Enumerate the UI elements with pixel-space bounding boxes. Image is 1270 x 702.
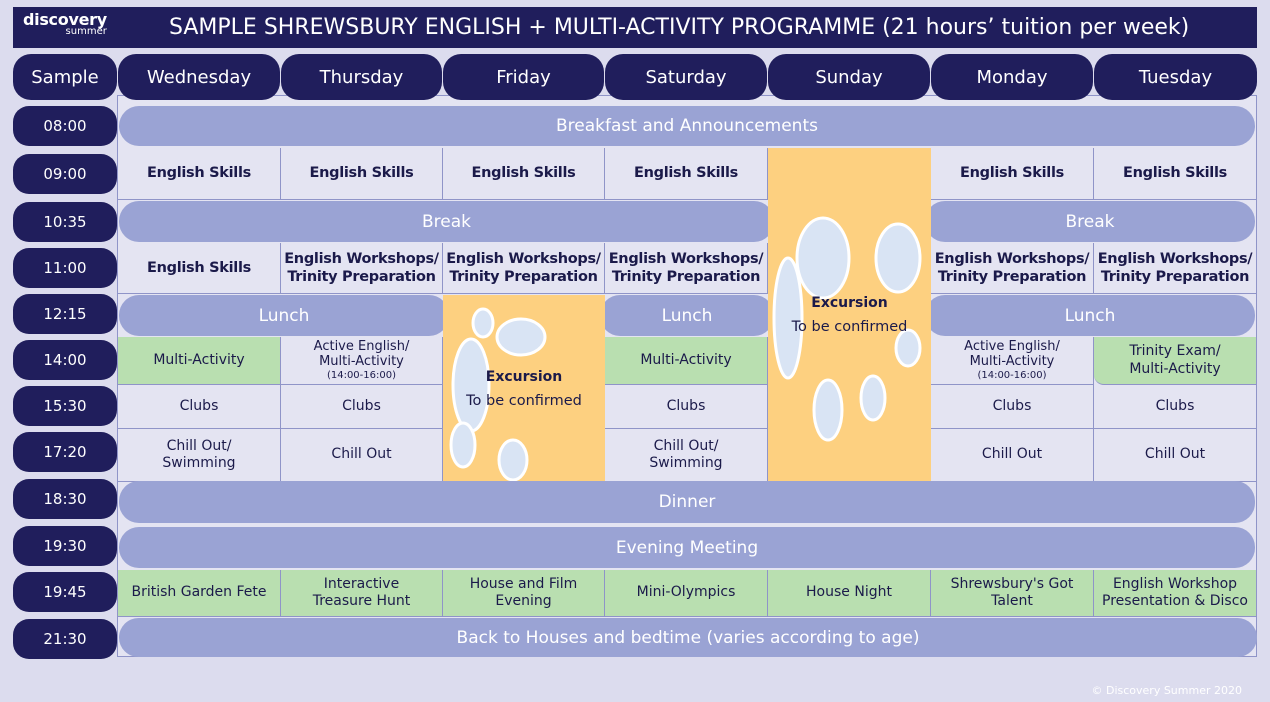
time-label: 19:45 [13, 572, 117, 612]
time-label: 19:30 [13, 526, 117, 566]
cell-evening-activity: House and Film Evening [443, 570, 605, 617]
cell-clubs: Clubs [281, 385, 443, 429]
day-header-wednesday: Wednesday [118, 54, 280, 100]
cell-clubs: Clubs [605, 385, 768, 429]
day-header-saturday: Saturday [605, 54, 767, 100]
time-label: 15:30 [13, 386, 117, 426]
cell-chill-out-swimming: Chill Out/ Swimming [605, 429, 768, 482]
time-label: 10:35 [13, 202, 117, 242]
day-header-friday: Friday [443, 54, 604, 100]
band-evening-meeting: Evening Meeting [119, 527, 1255, 568]
cell-clubs: Clubs [1094, 385, 1257, 429]
cell-trinity-exam: Trinity Exam/ Multi-Activity [1094, 337, 1257, 385]
band-breakfast: Breakfast and Announcements [119, 106, 1255, 146]
band-break: Break [119, 201, 774, 242]
corner-label: Sample [13, 54, 117, 100]
band-bedtime: Back to Houses and bedtime (varies according to age) [119, 618, 1257, 657]
cell-evening-activity: Shrewsbury's Got Talent [931, 570, 1094, 617]
cell-evening-activity: Mini-Olympics [605, 570, 768, 617]
header-bar [13, 7, 1257, 48]
cell-chill-out: Chill Out [1094, 429, 1257, 482]
band-lunch: Lunch [600, 295, 774, 336]
splash-icon [768, 148, 931, 482]
cell-active-english: Active English/ Multi-Activity (14:00-16:00) [281, 337, 443, 385]
cell-english-workshops: English Workshops/ Trinity Preparation [443, 243, 605, 294]
time-label: 21:30 [13, 619, 117, 659]
cell-active-english: Active English/ Multi-Activity (14:00-16:00) [931, 337, 1094, 385]
cell-evening-activity: British Garden Fete [118, 570, 281, 617]
day-header-tuesday: Tuesday [1094, 54, 1257, 100]
time-label: 11:00 [13, 248, 117, 288]
cell-english-workshops: English Workshops/ Trinity Preparation [931, 243, 1094, 294]
excursion-block-sunday: Excursion To be confirmed [768, 148, 931, 482]
band-dinner: Dinner [119, 481, 1255, 523]
copyright-notice: © Discovery Summer 2020 [1091, 684, 1242, 697]
cell-evening-activity: Interactive Treasure Hunt [281, 570, 443, 617]
cell-english-skills: English Skills [1094, 148, 1257, 200]
cell-clubs: Clubs [118, 385, 281, 429]
time-label: 09:00 [13, 154, 117, 194]
time-label: 12:15 [13, 294, 117, 334]
day-header-sunday: Sunday [768, 54, 930, 100]
cell-clubs: Clubs [931, 385, 1094, 429]
discovery-logo: discovery summer [23, 10, 107, 37]
cell-english-skills: English Skills [931, 148, 1094, 200]
cell-english-workshops: English Workshops/ Trinity Preparation [1094, 243, 1257, 294]
cell-evening-activity: House Night [768, 570, 931, 617]
cell-multi-activity: Multi-Activity [605, 337, 768, 385]
splash-icon [443, 295, 605, 482]
day-header-monday: Monday [931, 54, 1093, 100]
cell-english-workshops: English Workshops/ Trinity Preparation [605, 243, 768, 294]
cell-multi-activity: Multi-Activity [118, 337, 281, 385]
time-label: 14:00 [13, 340, 117, 380]
cell-evening-activity: English Workshop Presentation & Disco [1094, 570, 1257, 617]
band-break: Break [925, 201, 1255, 242]
page-title: SAMPLE SHREWSBURY ENGLISH + MULTI-ACTIVITY PROGRAMME (21 hours’ tuition per week) [169, 15, 1190, 40]
excursion-block-friday: Excursion To be confirmed [443, 295, 605, 482]
cell-english-skills: English Skills [605, 148, 768, 200]
band-lunch: Lunch [119, 295, 449, 336]
time-label: 17:20 [13, 432, 117, 472]
time-label: 18:30 [13, 479, 117, 519]
cell-chill-out: Chill Out [281, 429, 443, 482]
cell-chill-out: Chill Out [931, 429, 1094, 482]
day-header-thursday: Thursday [281, 54, 442, 100]
band-lunch: Lunch [925, 295, 1255, 336]
cell-english-skills: English Skills [443, 148, 605, 200]
cell-chill-out-swimming: Chill Out/ Swimming [118, 429, 281, 482]
cell-english-skills: English Skills [281, 148, 443, 200]
cell-english-skills: English Skills [118, 243, 281, 294]
time-label: 08:00 [13, 106, 117, 146]
cell-english-skills: English Skills [118, 148, 281, 200]
cell-english-workshops: English Workshops/ Trinity Preparation [281, 243, 443, 294]
